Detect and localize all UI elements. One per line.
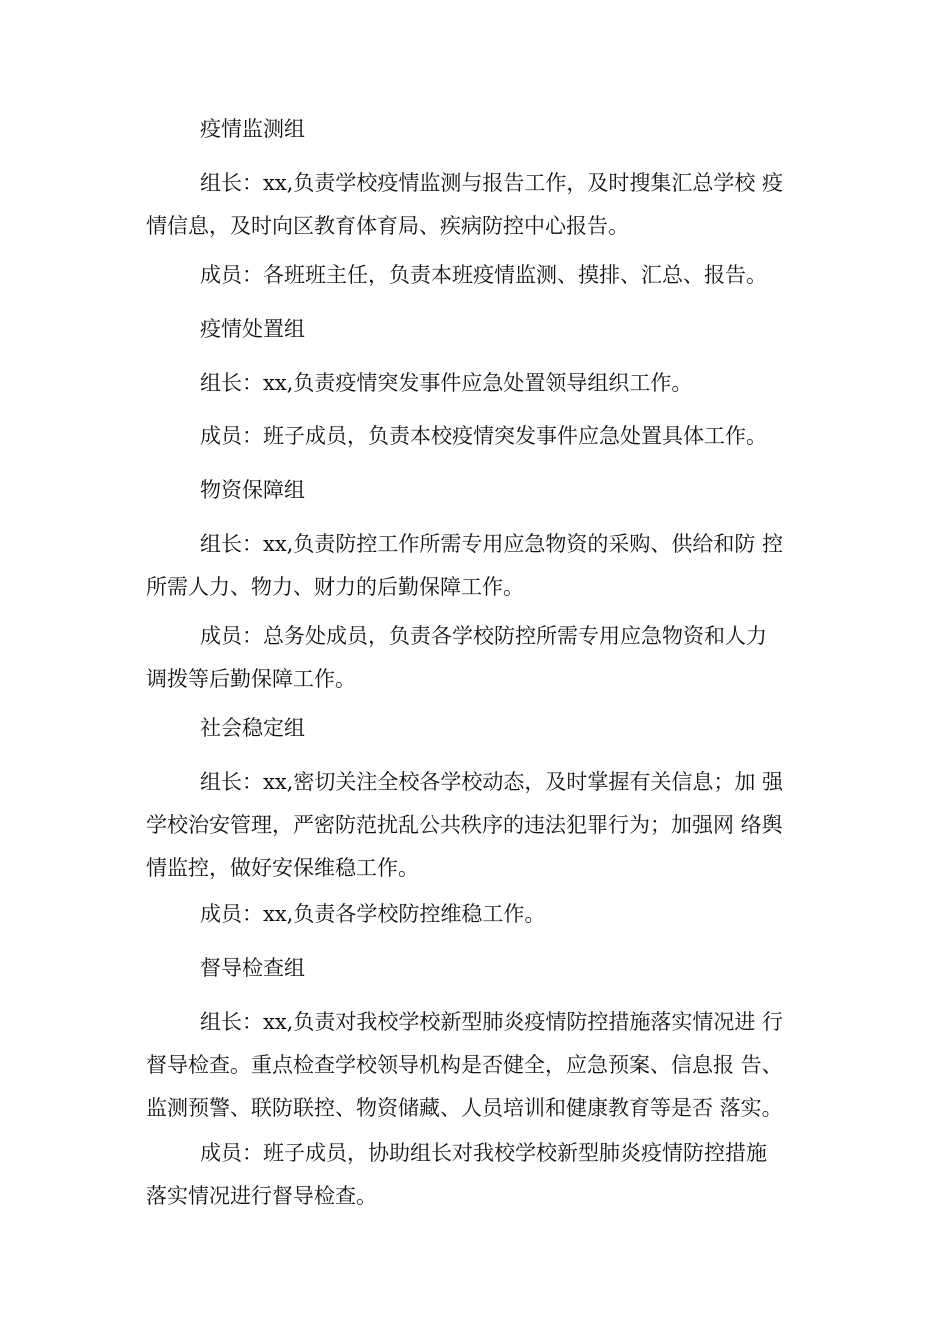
member-paragraph: 成员：班子成员，协助组长对我校学校新型肺炎疫情防控措施 落实情况进行督导检查。	[146, 1141, 767, 1208]
section-heading: 社会稳定组	[200, 716, 305, 740]
member-paragraph: 成员：各班班主任，负责本班疫情监测、摸排、汇总、报告。	[200, 263, 767, 287]
section-heading: 疫情监测组	[200, 117, 305, 141]
member-paragraph: 成员：班子成员，负责本校疫情突发事件应急处置具体工作。	[200, 424, 767, 448]
member-paragraph: 成员：总务处成员，负责各学校防控所需专用应急物资和人力 调拨等后勤保障工作。	[146, 624, 767, 691]
member-paragraph: 成员：xx,负责各学校防控维稳工作。	[200, 902, 546, 926]
leader-paragraph: 组长：xx,负责学校疫情监测与报告工作，及时搜集汇总学校 疫 情信息，及时向区教育体育局、疾病防控中心报告。	[146, 171, 784, 238]
leader-paragraph: 组长：xx,密切关注全校各学校动态，及时掌握有关信息；加 强 学校治安管理，严密防范扰乱公共秩序的违法犯罪行为；加强网 络舆 情监控，做好安保维稳工作。	[146, 770, 784, 880]
leader-paragraph: 组长：xx,负责疫情突发事件应急处置领导组织工作。	[200, 371, 693, 395]
section-heading: 督导检查组	[200, 956, 305, 980]
section-heading: 物资保障组	[200, 478, 305, 502]
section-heading: 疫情处置组	[200, 317, 305, 341]
leader-paragraph: 组长：xx,负责对我校学校新型肺炎疫情防控措施落实情况进 行 督导检查。重点检查学校领导机构是否健全，应急预案、信息报 告、 监测预警、联防联控、物资储藏、人员培训和健康教育等是否 落实。	[146, 1010, 784, 1120]
leader-paragraph: 组长：xx,负责防控工作所需专用应急物资的采购、供给和防 控 所需人力、物力、财力的后勤保障工作。	[146, 532, 784, 599]
